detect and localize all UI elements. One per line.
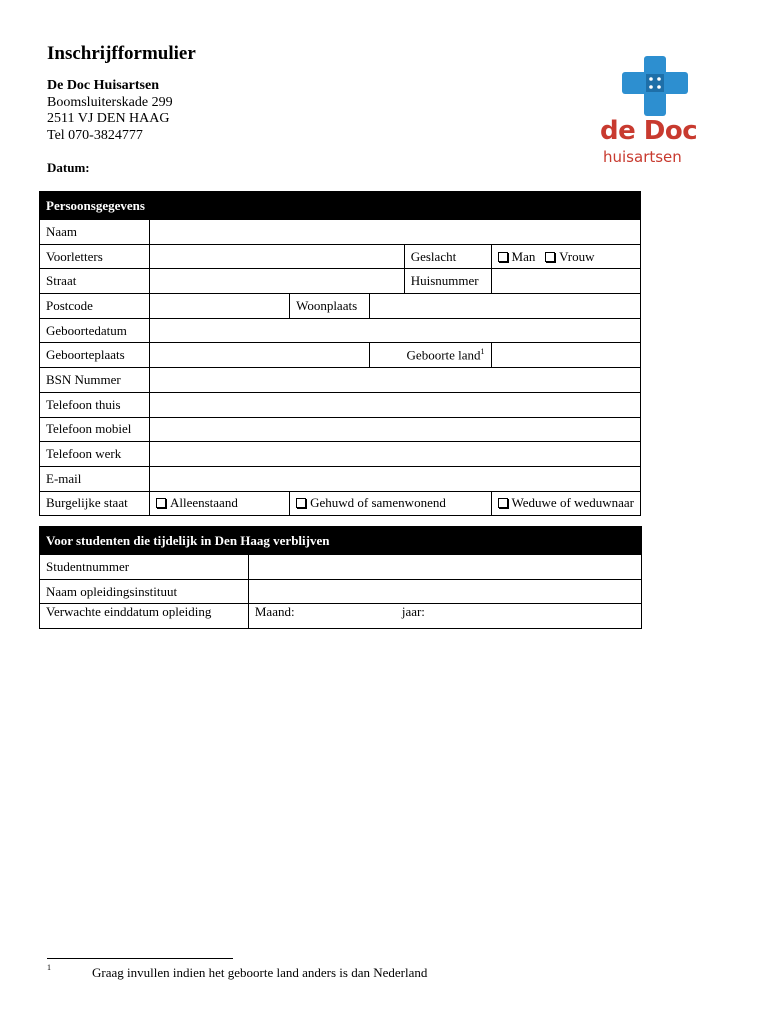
voorletters-field[interactable]	[149, 244, 404, 269]
footnote-divider	[47, 958, 233, 959]
bsn-label: BSN Nummer	[40, 368, 150, 393]
option-alleenstaand-label: Alleenstaand	[169, 495, 238, 511]
straat-field[interactable]	[149, 269, 404, 294]
tel-thuis-field[interactable]	[149, 392, 640, 417]
date-label: Datum:	[47, 160, 90, 175]
huisnummer-field[interactable]	[491, 269, 640, 294]
geboorteplaats-label: Geboorteplaats	[40, 343, 150, 368]
woonplaats-label: Woonplaats	[290, 294, 370, 319]
geboorteland-label	[369, 343, 491, 368]
gender-man-checkbox[interactable]	[498, 249, 536, 264]
maand-label: Maand:	[254, 604, 295, 620]
geboorteplaats-field[interactable]	[149, 343, 369, 368]
medical-cross-icon	[622, 56, 692, 116]
instituut-field[interactable]	[248, 579, 641, 604]
gender-vrouw-label: Vrouw	[559, 248, 595, 264]
burgerlijke-staat-label: Burgelijke staat	[40, 491, 150, 516]
instituut-label: Naam opleidingsinstituut	[40, 579, 249, 604]
students-table	[39, 526, 642, 629]
footnote-reference: 1	[480, 347, 485, 357]
footnote-text: Graag invullen indien het geboorte land anders is dan Nederland	[92, 965, 428, 980]
de-doc-logo	[600, 56, 705, 168]
option-weduwe[interactable]	[491, 491, 640, 516]
logo-wordmark: de Doc	[600, 116, 698, 146]
tel-mobiel-field[interactable]	[149, 417, 640, 442]
personal-details-table	[39, 191, 641, 516]
geboortedatum-label: Geboortedatum	[40, 318, 150, 343]
email-field[interactable]	[149, 466, 640, 491]
practice-phone: Tel 070-3824777	[47, 127, 143, 143]
address-city: 2511 VJ DEN HAAG	[47, 111, 170, 126]
tel-thuis-label: Telefoon thuis	[40, 392, 150, 417]
studentnummer-label: Studentnummer	[40, 555, 249, 580]
address-street: Boomsluiterskade 299	[47, 94, 173, 110]
einddatum-field[interactable]	[248, 604, 641, 629]
checkbox-icon	[498, 252, 508, 262]
gender-vrouw-checkbox[interactable]	[545, 249, 594, 264]
postcode-field[interactable]	[149, 294, 289, 319]
bsn-field[interactable]	[149, 368, 640, 393]
email-label: E-mail	[40, 466, 150, 491]
geboortedatum-field[interactable]	[149, 318, 640, 343]
option-gehuwd[interactable]	[290, 491, 491, 516]
jaar-label: jaar:	[401, 604, 425, 620]
section-header-personal: Persoonsgegevens	[40, 192, 641, 220]
gender-man-label: Man	[511, 248, 536, 264]
studentnummer-field[interactable]	[248, 555, 641, 580]
tel-mobiel-label: Telefoon mobiel	[40, 417, 150, 442]
form-title: Inschrijfformulier	[47, 43, 196, 64]
section-header-students: Voor studenten die tijdelijk in Den Haag verblijven	[40, 527, 642, 555]
tel-werk-label: Telefoon werk	[40, 442, 150, 467]
geslacht-label: Geslacht	[404, 244, 491, 269]
huisnummer-label: Huisnummer	[404, 269, 491, 294]
straat-label: Straat	[40, 269, 150, 294]
checkbox-icon	[545, 252, 555, 262]
practice-address	[47, 78, 173, 144]
checkbox-icon	[498, 498, 508, 508]
practice-name: De Doc Huisartsen	[47, 78, 159, 93]
logo-subtitle: huisartsen	[603, 148, 682, 166]
option-gehuwd-label: Gehuwd of samenwonend	[310, 495, 446, 511]
gender-options	[491, 244, 640, 269]
checkbox-icon	[156, 498, 166, 508]
tel-werk-field[interactable]	[149, 442, 640, 467]
naam-label: Naam	[40, 220, 150, 245]
option-alleenstaand[interactable]	[149, 491, 289, 516]
checkbox-icon	[296, 498, 306, 508]
postcode-label: Postcode	[40, 294, 150, 319]
einddatum-label: Verwachte einddatum opleiding	[40, 604, 249, 629]
footnote-number: 1	[47, 963, 51, 972]
voorletters-label: Voorletters	[40, 244, 150, 269]
naam-field[interactable]	[149, 220, 640, 245]
woonplaats-field[interactable]	[369, 294, 640, 319]
geboorteland-field[interactable]	[491, 343, 640, 368]
geboorteland-text: Geboorte land	[406, 347, 481, 363]
option-weduwe-label: Weduwe of weduwnaar	[511, 495, 634, 511]
